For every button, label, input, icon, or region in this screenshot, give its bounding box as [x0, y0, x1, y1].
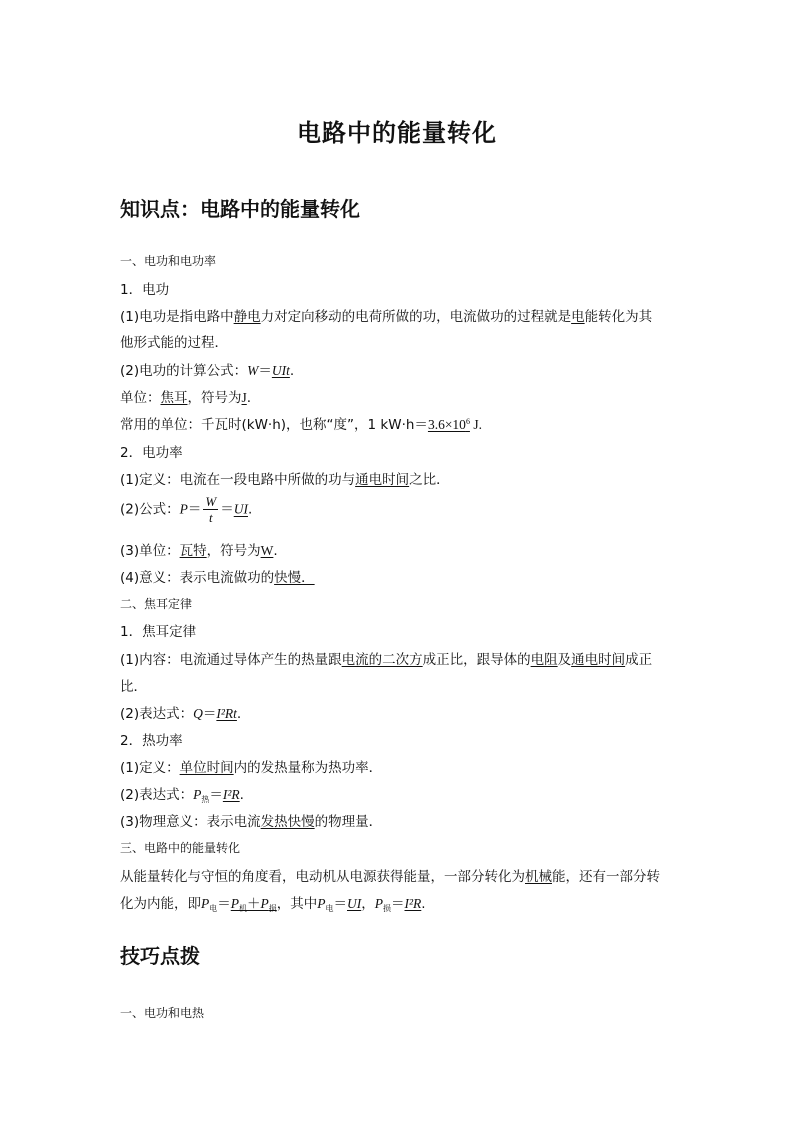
paragraph-work-definition-1: (1)电功是指电路中静电力对定向移动的电荷所做的功，电流做功的过程就是电能转化为其	[120, 309, 653, 325]
formula-power: (2)公式：P＝ $\frac{W}{t}$ ＝UI.	[120, 494, 253, 525]
paragraph-work-definition-2: 他形式能的过程．	[120, 335, 228, 351]
item-heading-electric-work: 1．电功	[120, 282, 170, 298]
energy-conversion-line-1: 从能量转化与守恒的角度看，电动机从电源获得能量，一部分转化为机械能，还有一部分转	[120, 869, 660, 885]
item-heading-electric-power: 2．电功率	[120, 445, 183, 461]
joule-law-content-1: (1)内容：电流通过导体产生的热量跟电流的二次方成正比，跟导体的电阻及通电时间成正	[120, 652, 653, 668]
common-unit-kwh: 常用的单位：千瓦时(kW·h)，也称“度”，1 $kW\cdot h=3.6\times 10^6$ J.	[120, 417, 482, 433]
unit-power: (3)单位：瓦特，符号为W.	[120, 543, 278, 559]
formula-heat-power: (2)表达式：$P_热=I^2R$.	[120, 787, 244, 804]
item-heading-heat-power: 2．热功率	[120, 733, 183, 749]
subsection-heading-electric-work-power: 一、电功和电功率	[120, 254, 217, 268]
heat-power-definition: (1)定义：单位时间内的发热量称为热功率．	[120, 760, 383, 776]
energy-conversion-line-2: 化为内能，即$P_电=P_机+P_损$，其中$P_电=UI$，$P_损=I^2R$.	[120, 896, 426, 913]
page-title: 电路中的能量转化	[297, 119, 497, 147]
unit-work: 单位：焦耳，符号为J.	[120, 390, 252, 406]
section-heading-tips: 技巧点拨	[120, 944, 200, 968]
joule-law-content-2: 比．	[120, 679, 147, 695]
power-meaning: (4)意义：表示电流做功的快慢．	[120, 570, 315, 586]
formula-joule: (2)表达式：Q＝I²Rt.	[120, 706, 242, 722]
heat-power-meaning: (3)物理意义：表示电流发热快慢的物理量．	[120, 814, 383, 830]
item-heading-joule-law: 1．焦耳定律	[120, 624, 197, 640]
formula-work: (2)电功的计算公式：W＝UIt.	[120, 363, 295, 379]
power-definition: (1)定义：电流在一段电路中所做的功与通电时间之比．	[120, 472, 450, 488]
fraction-w-over-t: $\frac{W}{t}$	[205, 494, 217, 525]
section-heading-knowledge: 知识点：电路中的能量转化	[120, 197, 360, 221]
subsection-heading-work-and-heat: 一、电功和电热	[120, 1006, 205, 1020]
subsection-heading-energy-conversion: 三、电路中的能量转化	[120, 841, 241, 855]
subsection-heading-joule-law: 二、焦耳定律	[120, 597, 193, 611]
